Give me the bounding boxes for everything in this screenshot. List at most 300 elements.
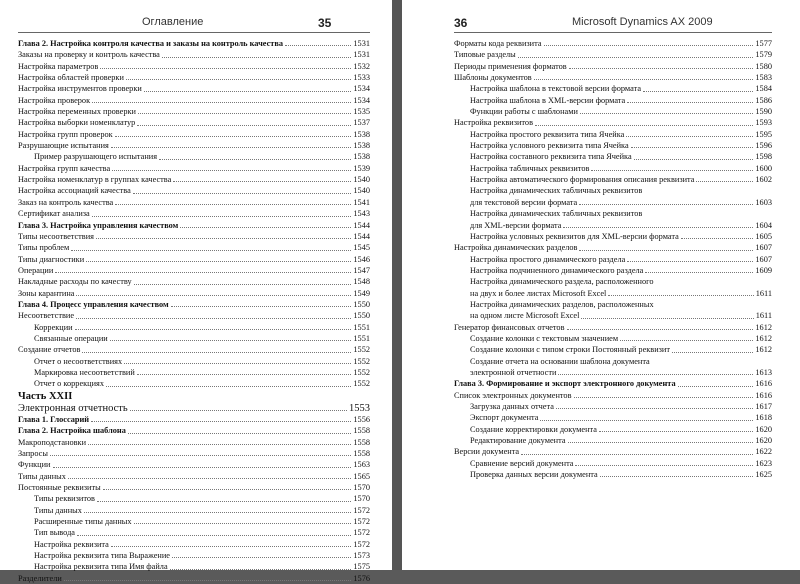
- toc-entry: [18, 208, 370, 219]
- dot-leader: [115, 204, 351, 205]
- toc-entry: [454, 72, 772, 83]
- toc-entry-title: Создание корректировки документа: [470, 424, 597, 434]
- toc-entry-title: Заказы на проверку и контроль качества: [18, 50, 160, 60]
- toc-entry-title: Список электронных документов: [454, 390, 572, 400]
- toc-entry: [18, 573, 370, 584]
- toc-entry: [18, 231, 370, 242]
- toc-entry: [18, 505, 370, 516]
- toc-entry-page: 1548: [353, 277, 370, 287]
- dot-leader: [126, 79, 352, 80]
- toc-entry-title: Расширенные типы данных: [34, 517, 132, 527]
- dot-leader: [634, 159, 754, 160]
- toc-entry-title: Экспорт документа: [470, 413, 539, 423]
- toc-entry: [454, 412, 772, 423]
- toc-entry-title: Настройка динамического раздела, расположенного: [470, 277, 654, 287]
- toc-entry-title: Типы данных: [34, 505, 82, 515]
- dot-leader: [579, 204, 753, 205]
- toc-entry-title: Типы несоответствия: [18, 231, 94, 241]
- toc-entry: [454, 117, 772, 128]
- toc-entry-title: Настройка составного реквизита типа Ячейка: [470, 152, 632, 162]
- dot-leader: [144, 91, 352, 92]
- toc-entry-title: Настройка динамических разделов, расположенных: [470, 299, 654, 309]
- toc-entry-title: на одном листе Microsoft Excel: [470, 311, 580, 321]
- toc-entry-title: Типы реквизитов: [34, 494, 95, 504]
- toc-entry: [454, 265, 772, 276]
- dot-leader: [672, 352, 753, 353]
- toc-entry-page: 1607: [755, 243, 772, 253]
- toc-entry-page: 1551: [353, 322, 370, 332]
- dot-leader: [88, 444, 351, 445]
- dot-leader: [103, 489, 352, 490]
- dot-leader: [77, 535, 351, 536]
- toc-entry-page: 1598: [755, 152, 772, 162]
- toc-entry-title: Шаблоны документов: [454, 73, 532, 83]
- toc-entry-title: Зоны карантина: [18, 288, 75, 298]
- toc-entry-page: 1558: [353, 449, 370, 459]
- dot-leader: [631, 147, 754, 148]
- toc-entry-title: Настройка переменных проверки: [18, 107, 136, 117]
- toc-entry-page: 1565: [353, 471, 370, 481]
- toc-entry: [18, 471, 370, 482]
- dot-leader: [556, 408, 754, 409]
- toc-entry-title: Типовые разделы: [454, 50, 516, 60]
- toc-entry: [454, 106, 772, 117]
- dot-leader: [76, 295, 351, 296]
- dot-leader: [91, 421, 351, 422]
- toc-entry-title: Настройка условного реквизита типа Ячейка: [470, 141, 629, 151]
- toc-entry-page: 1556: [353, 415, 370, 424]
- dot-leader: [535, 125, 753, 126]
- toc-entry: [18, 367, 370, 378]
- toc-entry-page: 1612: [755, 345, 772, 355]
- toc-entry-title: Разделители: [18, 573, 62, 583]
- toc-entry-title: Запросы: [18, 449, 48, 459]
- toc-entry-page: 1620: [755, 436, 772, 446]
- toc-entry: [454, 151, 772, 162]
- dot-leader: [92, 102, 351, 103]
- toc-entry-page: 1537: [353, 118, 370, 128]
- dot-leader: [64, 580, 352, 581]
- toc-entry-page: 1576: [353, 573, 370, 583]
- toc-entry: [454, 469, 772, 480]
- toc-entry-title: Настройка условных реквизитов для XML-версии формата: [470, 231, 679, 241]
- toc-entry-title: Периоды применения форматов: [454, 61, 567, 71]
- toc-entry-page: 1540: [353, 175, 370, 185]
- toc-entry-title: Форматы кода реквизита: [454, 39, 542, 48]
- dot-leader: [50, 455, 351, 456]
- toc-entry: [454, 38, 772, 49]
- dot-leader: [76, 318, 351, 319]
- dot-leader: [111, 147, 352, 148]
- toc-entry-title: Настройка проверок: [18, 95, 91, 105]
- toc-entry-page: 1617: [755, 402, 772, 411]
- toc-entry: [18, 95, 370, 106]
- dot-leader: [627, 261, 753, 262]
- toc-entry: [454, 401, 772, 412]
- toc-entry-page: 1616: [755, 379, 772, 389]
- dot-leader: [643, 91, 753, 92]
- dot-leader: [110, 340, 352, 341]
- toc-entry: [18, 561, 370, 572]
- toc-entry-title: Настройка реквизита типа Выражение: [34, 551, 170, 561]
- toc-entry-title: Настройка реквизита типа Имя файла: [34, 562, 168, 572]
- toc-entry-page: 1534: [353, 84, 370, 94]
- toc-entry-page: 1572: [353, 517, 370, 527]
- toc-entry-page: 1572: [353, 539, 370, 549]
- dot-leader: [626, 136, 753, 137]
- toc-entry-title: Отчет о коррекциях: [34, 379, 105, 389]
- toc-entry-page: 1580: [755, 61, 772, 71]
- toc-entry: [454, 61, 772, 72]
- toc-entry-title: Операции: [18, 265, 54, 275]
- toc-entry-title: Настройка подчиненного динамического раздела: [470, 265, 644, 275]
- dot-leader: [575, 465, 753, 466]
- toc-entry-title: Создание отчетов: [18, 345, 81, 355]
- table-of-contents: [18, 38, 370, 584]
- dot-leader: [599, 431, 753, 432]
- dot-leader: [580, 113, 754, 114]
- toc-entry: [454, 322, 772, 333]
- toc-entry: [18, 38, 370, 49]
- toc-entry-page: 1538: [353, 152, 370, 162]
- dot-leader: [180, 227, 351, 228]
- toc-entry-page: 1541: [353, 197, 370, 207]
- dot-leader: [521, 454, 753, 455]
- toc-entry-title: Проверка данных версии документа: [470, 470, 598, 480]
- dot-leader: [115, 136, 352, 137]
- dot-leader: [75, 329, 352, 330]
- toc-entry-title: Создание колонки с типом строки Постоянный реквизит: [470, 345, 670, 355]
- toc-entry: [18, 185, 370, 196]
- toc-entry-page: 1603: [755, 197, 772, 207]
- dot-leader: [518, 57, 754, 58]
- toc-entry-page: 1611: [755, 288, 772, 298]
- toc-entry-title: Коррекции: [34, 322, 73, 332]
- toc-entry: [18, 83, 370, 94]
- dot-leader: [600, 476, 754, 477]
- toc-entry-title: Настройка реквизита: [34, 539, 109, 549]
- toc-entry-title: Функции работы с шаблонами: [470, 107, 578, 117]
- toc-entry-page: 1612: [755, 333, 772, 343]
- toc-entry-page: 1552: [353, 379, 370, 389]
- toc-entry-page: 1572: [353, 505, 370, 515]
- toc-entry-page: 1593: [755, 118, 772, 128]
- toc-entry: [454, 163, 772, 174]
- dot-leader: [84, 512, 352, 513]
- toc-entry-title: Версии документа: [454, 447, 520, 457]
- toc-entry-page: 1612: [755, 322, 772, 332]
- toc-entry: [18, 333, 370, 344]
- toc-entry: [454, 356, 772, 367]
- dot-leader: [608, 295, 753, 296]
- toc-entry-page: 1600: [755, 163, 772, 173]
- toc-entry-title: Маркировка несоответствий: [34, 367, 135, 377]
- dot-leader: [82, 352, 351, 353]
- toc-entry: [18, 344, 370, 355]
- book-gutter: [392, 0, 402, 570]
- toc-entry: [454, 254, 772, 265]
- toc-entry-page: 1607: [755, 254, 772, 264]
- toc-entry-page: 1570: [353, 483, 370, 493]
- toc-entry-page: 1605: [755, 231, 772, 241]
- toc-entry-page: 1575: [353, 562, 370, 572]
- page-number: 35: [318, 16, 332, 30]
- toc-entry-title: Глава 2. Настройка контроля качества и заказы на контроль качества: [18, 39, 283, 48]
- toc-entry: [18, 425, 370, 436]
- dot-leader: [130, 410, 347, 411]
- toc-entry-title: Настройка ассоциаций качества: [18, 186, 131, 196]
- dot-leader: [111, 546, 352, 547]
- toc-entry-title: Настройка реквизитов: [454, 118, 534, 128]
- toc-entry-page: 1622: [755, 447, 772, 457]
- toc-entry-title: Типы диагностики: [18, 254, 85, 264]
- toc-entry-page: 1535: [353, 107, 370, 117]
- toc-entry-title: Настройка выборки номенклатур: [18, 118, 136, 128]
- toc-entry: [18, 550, 370, 561]
- toc-entry-page: 1595: [755, 129, 772, 139]
- toc-entry-title: Несоответствие: [18, 311, 75, 321]
- toc-entry: [18, 174, 370, 185]
- toc-entry: [454, 424, 772, 435]
- dot-leader: [92, 216, 352, 217]
- page-header-title: Оглавление: [142, 16, 204, 28]
- toc-entry: [18, 482, 370, 493]
- toc-entry: [454, 288, 772, 299]
- toc-entry-page: 1616: [755, 390, 772, 400]
- dot-leader: [137, 125, 351, 126]
- toc-entry-page: 1546: [353, 254, 370, 264]
- toc-entry: [18, 527, 370, 538]
- toc-entry: [454, 174, 772, 185]
- toc-entry: [454, 185, 772, 196]
- toc-entry-page: 1533: [353, 73, 370, 83]
- toc-entry: [18, 242, 370, 253]
- toc-entry-page: 1558: [353, 437, 370, 447]
- toc-entry: [18, 106, 370, 117]
- dot-leader: [627, 102, 753, 103]
- toc-entry: [454, 242, 772, 253]
- dot-leader: [53, 467, 352, 468]
- dot-leader: [100, 68, 351, 69]
- toc-entry: [18, 437, 370, 448]
- toc-entry-page: 1549: [353, 288, 370, 298]
- toc-entry-page: 1596: [755, 141, 772, 151]
- toc-entry-title: Электронная отчетность: [18, 402, 128, 414]
- toc-entry: [18, 151, 370, 162]
- toc-entry-page: 1531: [353, 39, 370, 48]
- dot-leader: [97, 501, 351, 502]
- toc-entry-title: Создание колонки с текстовым значением: [470, 333, 619, 343]
- toc-entry-page: 1609: [755, 265, 772, 275]
- dot-leader: [159, 159, 351, 160]
- dot-leader: [681, 238, 754, 239]
- toc-entry-title: Настройка групп качества: [18, 163, 111, 173]
- toc-entry: [18, 117, 370, 128]
- toc-entry-page: 1590: [755, 107, 772, 117]
- toc-entry-page: 1570: [353, 494, 370, 504]
- toc-entry-page: 1552: [353, 345, 370, 355]
- dot-leader: [569, 68, 754, 69]
- toc-entry-title: Глава 1. Глоссарий: [18, 415, 90, 424]
- toc-entry-page: 1544: [353, 231, 370, 241]
- toc-entry-page: 1602: [755, 175, 772, 185]
- dot-leader: [137, 374, 352, 375]
- toc-entry: [18, 254, 370, 265]
- toc-entry-page: 1572: [353, 528, 370, 538]
- toc-entry: [454, 49, 772, 60]
- toc-entry-title: Глава 2. Настройка шаблона: [18, 426, 126, 436]
- dot-leader: [138, 113, 351, 114]
- toc-entry: [454, 458, 772, 469]
- toc-entry-title: Настройка простого динамического раздела: [470, 254, 626, 264]
- toc-entry-page: 1545: [353, 243, 370, 253]
- toc-entry: [454, 310, 772, 321]
- left-page: [0, 0, 392, 583]
- toc-entry-title: Глава 4. Процесс управления качеством: [18, 299, 169, 309]
- toc-entry: [18, 414, 370, 425]
- toc-entry-page: 1584: [755, 84, 772, 94]
- toc-entry-page: 1553: [349, 402, 370, 414]
- toc-entry-page: 1538: [353, 129, 370, 139]
- dot-leader: [285, 45, 351, 46]
- table-of-contents: [454, 38, 772, 480]
- dot-leader: [171, 306, 352, 307]
- dot-leader: [173, 181, 351, 182]
- toc-entry: [454, 344, 772, 355]
- toc-entry: [454, 95, 772, 106]
- toc-entry-title: Глава 3. Настройка управления качеством: [18, 220, 179, 230]
- toc-entry-title: Настройка параметров: [18, 61, 99, 71]
- toc-entry: [454, 390, 772, 401]
- toc-entry-page: 1563: [353, 460, 370, 470]
- toc-entry-page: 1611: [755, 311, 772, 321]
- toc-entry: [454, 83, 772, 94]
- dot-leader: [172, 557, 351, 558]
- toc-entry-page: 1623: [755, 458, 772, 468]
- toc-entry: [18, 163, 370, 174]
- toc-entry-title: Постоянные реквизиты: [18, 483, 101, 493]
- toc-entry: [454, 231, 772, 242]
- toc-entry-title: Макроподстановки: [18, 437, 87, 447]
- toc-entry-title: Настройка номенклатур в группах качества: [18, 175, 172, 185]
- dot-leader: [581, 318, 753, 319]
- toc-entry: [18, 276, 370, 287]
- toc-entry-page: 1552: [353, 356, 370, 366]
- dot-leader: [568, 442, 754, 443]
- toc-entry-page: 1538: [353, 141, 370, 151]
- dot-leader: [678, 386, 754, 387]
- dot-leader: [558, 374, 753, 375]
- toc-entry: [18, 516, 370, 527]
- toc-entry-page: 1550: [353, 311, 370, 321]
- dot-leader: [134, 523, 352, 524]
- dot-leader: [620, 340, 753, 341]
- toc-entry-title: Глава 3. Формирование и экспорт электронного документа: [454, 379, 676, 389]
- toc-entry: [454, 220, 772, 231]
- toc-entry: [454, 435, 772, 446]
- toc-entry-page: 1604: [755, 220, 772, 230]
- toc-entry-title: Сертификат анализа: [18, 209, 90, 219]
- toc-entry-title: Настройка динамических табличных реквизитов: [470, 186, 643, 196]
- toc-entry-title: для текстовой версии формата: [470, 197, 578, 207]
- toc-entry: [18, 61, 370, 72]
- dot-leader: [112, 170, 351, 171]
- dot-leader: [534, 79, 754, 80]
- toc-entry-title: Отчет о несоответствиях: [34, 356, 123, 366]
- dot-leader: [540, 420, 753, 421]
- toc-entry-page: 1579: [755, 50, 772, 60]
- toc-entry-page: 1620: [755, 424, 772, 434]
- toc-entry-title: Пример разрушающего испытания: [34, 152, 158, 162]
- toc-entry-page: 1618: [755, 413, 772, 423]
- dot-leader: [55, 272, 351, 273]
- toc-entry-page: 1547: [353, 265, 370, 275]
- toc-entry-title: Настройка табличных реквизитов: [470, 163, 590, 173]
- page-number: 36: [454, 16, 468, 30]
- toc-entry-page: 1573: [353, 551, 370, 561]
- toc-entry: [454, 276, 772, 287]
- toc-entry-page: 1558: [353, 426, 370, 436]
- toc-entry-title: Типы проблем: [18, 243, 70, 253]
- toc-entry-title: Накладные расходы по качеству: [18, 277, 132, 287]
- toc-entry-page: 1551: [353, 333, 370, 343]
- toc-entry-title: Настройка динамических табличных реквизитов: [470, 209, 643, 219]
- dot-leader: [563, 227, 753, 228]
- toc-entry: [18, 49, 370, 60]
- toc-entry: [18, 129, 370, 140]
- toc-entry: [454, 208, 772, 219]
- toc-entry-title: Типы данных: [18, 471, 66, 481]
- toc-entry: [18, 72, 370, 83]
- toc-entry: [18, 140, 370, 151]
- dot-leader: [170, 569, 352, 570]
- right-page: [402, 0, 800, 570]
- dot-leader: [128, 433, 352, 434]
- toc-entry: [454, 378, 772, 389]
- dot-leader: [574, 397, 754, 398]
- dot-leader: [544, 45, 754, 46]
- toc-entry-title: электронной отчетности: [470, 367, 557, 377]
- toc-entry-title: Связанные операции: [34, 333, 108, 343]
- toc-entry-title: Настройка шаблона в текстовой версии формата: [470, 84, 642, 94]
- toc-entry-title: Сравнение версий документа: [470, 458, 574, 468]
- dot-leader: [591, 170, 753, 171]
- toc-entry: [454, 129, 772, 140]
- dot-leader: [696, 181, 753, 182]
- dot-leader: [134, 284, 352, 285]
- toc-entry: [18, 356, 370, 367]
- dot-leader: [133, 193, 352, 194]
- toc-entry: [18, 220, 370, 231]
- toc-entry-title: Настройка групп проверок: [18, 129, 113, 139]
- toc-entry-page: 1613: [755, 367, 772, 377]
- toc-entry: [454, 197, 772, 208]
- toc-entry: [454, 367, 772, 378]
- toc-entry-page: 1550: [353, 299, 370, 309]
- toc-entry-page: 1583: [755, 73, 772, 83]
- toc-entry-title: Генератор финансовых отчетов: [454, 322, 565, 332]
- toc-entry-page: 1540: [353, 186, 370, 196]
- toc-entry: [18, 493, 370, 504]
- toc-entry-title: на двух и более листах Microsoft Excel: [470, 288, 607, 298]
- toc-entry: [454, 299, 772, 310]
- toc-entry: [454, 333, 772, 344]
- dot-leader: [567, 329, 754, 330]
- toc-entry-title: Загрузка данных отчета: [470, 402, 554, 411]
- toc-entry: [18, 299, 370, 310]
- toc-entry: [18, 197, 370, 208]
- toc-entry-title: Функции: [18, 460, 51, 470]
